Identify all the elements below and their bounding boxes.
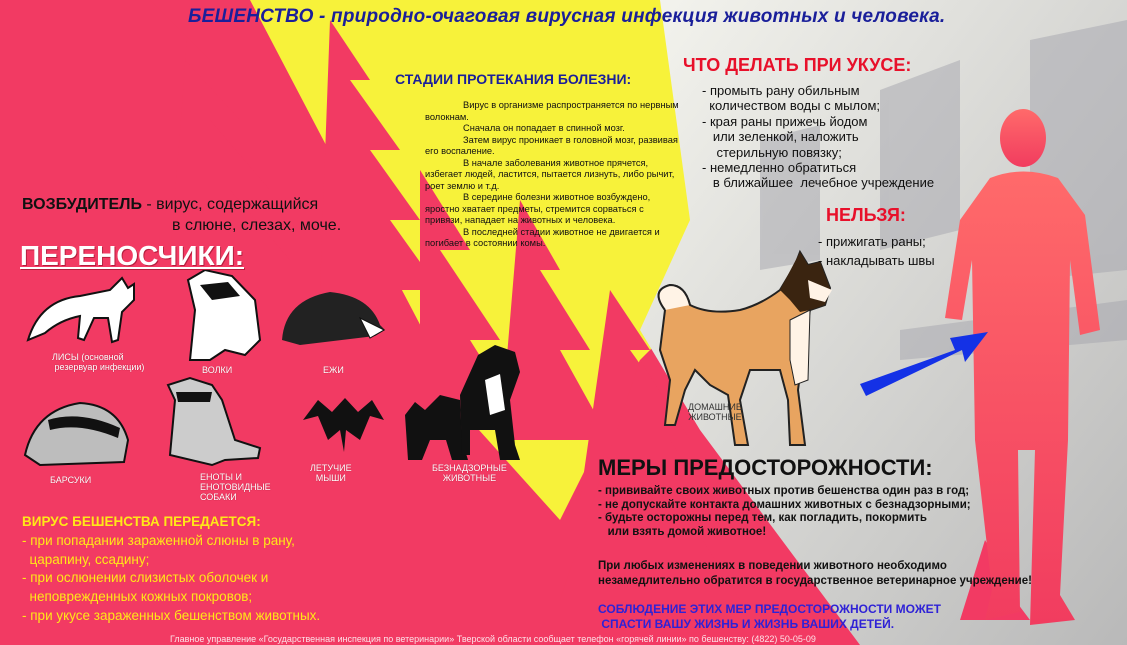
animal-label-wolf: ВОЛКИ xyxy=(202,365,233,375)
stage-paragraph: Вирус в организме распространяется по нервным волокнам. xyxy=(425,100,679,122)
forbidden-title: НЕЛЬЗЯ: xyxy=(826,205,906,225)
measures-list xyxy=(598,485,1118,539)
animal-label-badger: БАРСУКИ xyxy=(50,475,92,485)
virus-title: ВИРУС БЕШЕНСТВА ПЕРЕДАЕТСЯ: xyxy=(22,514,261,529)
poster-title: БЕШЕНСТВО - природно-очаговая вирусная инфекция животных и человека. xyxy=(188,6,946,27)
stage-paragraph: Затем вирус проникает в головной мозг, развивая его воспаление. xyxy=(425,134,678,156)
final-line: СОБЛЮДЕНИЕ ЭТИХ МЕР ПРЕДОСТОРОЖНОСТИ МОЖЕТ xyxy=(598,602,941,616)
stage-paragraph: В середине болезни животное возбуждено, яростно хватает предметы, стремится сорваться с привязи, нападает на животных и человека. xyxy=(425,192,651,225)
forbidden-list xyxy=(818,232,935,270)
virus-line: царапину, ссадину; xyxy=(22,551,150,567)
final-warning xyxy=(598,602,1118,632)
virus-line: неповрежденных кожных покровов; xyxy=(22,589,253,605)
bat-icon xyxy=(303,398,384,452)
bite-line: - края раны прижечь йодом xyxy=(702,113,868,129)
forbidden-item: - прижигать раны; xyxy=(818,234,926,249)
bite-line: - промыть рану обильным xyxy=(702,83,860,98)
bite-title: ЧТО ДЕЛАТЬ ПРИ УКУСЕ: xyxy=(683,55,912,75)
measure-line: или взять домой животное! xyxy=(598,525,767,538)
bite-line: стерильную повязку; xyxy=(702,144,842,160)
forbidden-item: - накладывать швы xyxy=(818,253,935,268)
measure-line: - прививайте своих животных против бешенства один раз в год; xyxy=(598,485,970,497)
stage-paragraph: В начале заболевания животное прячется, избегает людей, ластится, пытается лизнуть, либо рычит, роет землю и т.д. xyxy=(425,157,675,191)
animal-label-hedgehog: ЕЖИ xyxy=(323,365,344,375)
hedgehog-icon xyxy=(282,292,385,345)
agent-description xyxy=(22,194,341,236)
animal-label-fox: ЛИСЫ (основной резервуар инфекции) xyxy=(52,352,145,372)
animal-label-stray: БЕЗНАДЗОРНЫЕ ЖИВОТНЫЕ xyxy=(432,463,507,483)
bite-line: количеством воды с мылом; xyxy=(702,98,880,114)
measure-line: - не допускайте контакта домашних животных с безнадзорными; xyxy=(598,498,971,511)
carriers-title: ПЕРЕНОСЧИКИ: xyxy=(20,240,245,271)
bite-line: или зеленкой, наложить xyxy=(702,129,859,145)
footer-hotline: Главное управление «Государственная инспекция по ветеринарии» Тверской области сообщает телефон «горячей линии» по бешенству: (4822) 50-05-09 xyxy=(170,634,816,644)
badger-icon xyxy=(25,403,128,465)
virus-transmission xyxy=(22,513,462,626)
agent-label: ВОЗБУДИТЕЛЬ xyxy=(22,196,142,213)
stages-text xyxy=(425,100,683,250)
wolf-icon xyxy=(188,270,260,360)
stages-title: СТАДИИ ПРОТЕКАНИЯ БОЛЕЗНИ: xyxy=(395,71,632,87)
animal-label-raccoon: ЕНОТЫ И ЕНОТОВИДНЫЕ СОБАКИ xyxy=(200,472,271,502)
measure-line: - будьте осторожны перед тем, как погладить, покормить xyxy=(598,512,927,525)
virus-line: - при попадании зараженной слюны в рану, xyxy=(22,532,295,548)
raccoon-icon xyxy=(168,378,260,465)
pets-label: ДОМАШНИЕ ЖИВОТНЫЕ xyxy=(688,402,742,422)
bite-line: - немедленно обратиться xyxy=(702,160,857,176)
virus-line: - при укусе зараженных бешенством животных. xyxy=(22,607,321,623)
measures-note xyxy=(598,559,1118,589)
virus-line: - при ослюнении слизистых оболочек и xyxy=(22,570,269,586)
animal-label-bat: ЛЕТУЧИЕ МЫШИ xyxy=(310,463,352,483)
stage-paragraph: В последней стадии животное не двигается и погибает в состоянии комы. xyxy=(425,226,660,248)
agent-text: в слюне, слезах, моче. xyxy=(172,217,342,234)
final-line: СПАСТИ ВАШУ ЖИЗНЬ И ЖИЗНЬ ВАШИХ ДЕТЕЙ. xyxy=(598,617,895,631)
fox-icon xyxy=(28,278,134,342)
bite-line: в ближайшее лечебное учреждение xyxy=(702,175,935,191)
note-line: незамедлительно обратится в государственное ветеринарное учреждение! xyxy=(598,575,1032,587)
agent-text: - вирус, содержащийся xyxy=(141,196,319,213)
measures-title: МЕРЫ ПРЕДОСТОРОЖНОСТИ: xyxy=(598,455,933,480)
bite-instructions xyxy=(702,83,992,191)
stage-paragraph: Сначала он попадает в спинной мозг. xyxy=(463,123,625,133)
note-line: При любых изменениях в поведении животного необходимо xyxy=(598,560,947,572)
